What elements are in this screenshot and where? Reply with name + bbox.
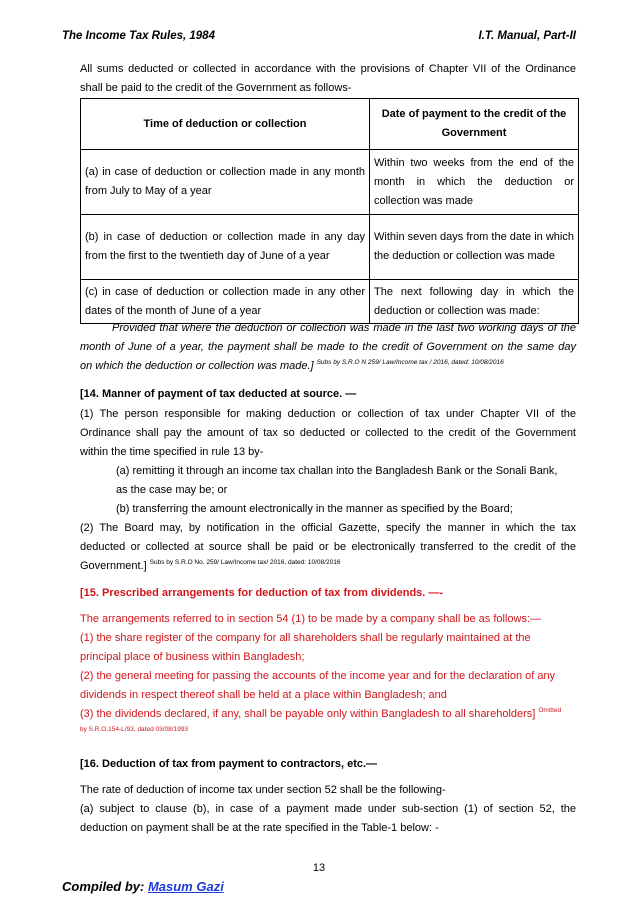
rule-14-clause-b: (b) transferring the amount electronically in the manner as specified by the Board; bbox=[116, 503, 513, 515]
rule-15-line6-text: (3) the dividends declared, if any, shall be payable only within Bangladesh to all shareholders] bbox=[80, 708, 536, 720]
rule-15-omitted-source: by S.R.O.154-L/93, dated 03/08/1993 bbox=[80, 726, 189, 733]
rule-14-p1-line3: within the time specified in rule 13 by- bbox=[80, 446, 264, 458]
rule-15-omitted-note: Omitted bbox=[538, 707, 562, 714]
rule-14-p2-line3 bbox=[80, 557, 576, 576]
proviso-line-1: Provided that where the deduction or collection was made in the last two working days of the bbox=[112, 322, 576, 334]
footer-author-link[interactable]: Masum Gazi bbox=[147, 879, 224, 894]
rule-14-p2-line3-text: Government.] bbox=[80, 560, 147, 572]
footer-compiled-by bbox=[62, 879, 224, 894]
running-header bbox=[62, 30, 576, 46]
table-cell-date: The next following day in which the deduction or collection was made: bbox=[370, 280, 579, 324]
page-number: 13 bbox=[312, 862, 326, 874]
proviso-line-3-text: on which the deduction or collection was made.] bbox=[80, 360, 314, 372]
table-row bbox=[81, 215, 579, 280]
intro-line-2: shall be paid to the credit of the Government as follows- bbox=[80, 82, 352, 94]
intro-line-1: All sums deducted or collected in accordance with the provisions of Chapter VII of the Ordinance bbox=[80, 63, 576, 75]
footer-label: Compiled by: bbox=[62, 879, 148, 894]
table-header-date-line1: Date of payment to the credit of the bbox=[381, 108, 567, 120]
table-cell-date: Within seven days from the date in which the deduction or collection was made bbox=[370, 215, 579, 280]
rule-15-line3: principal place of business within Bangladesh; bbox=[80, 651, 305, 663]
rule-15-line5: dividends in respect thereof shall be held at a place within Bangladesh; and bbox=[80, 689, 447, 701]
rule-15-line6 bbox=[80, 705, 600, 724]
rule-15-line1: The arrangements referred to in section 54 (1) to be made by a company shall be as follows:— bbox=[80, 613, 542, 625]
proviso-line-3 bbox=[80, 357, 576, 376]
payment-schedule-table bbox=[80, 98, 579, 324]
rule-14-amendment-note: Subs by S.R.O No. 259/ Law/Income tax/ 2016, dated: 10/08/2016 bbox=[149, 559, 341, 566]
table-cell-date: Within two weeks from the end of the month in which the deduction or collection was made bbox=[370, 150, 579, 215]
rule-14-p1-line2: Ordinance shall pay the amount of tax so deducted or collected to the credit of the Government bbox=[80, 427, 576, 439]
rule-14-p2-line1: (2) The Board may, by notification in the official Gazette, specify the manner in which the tax bbox=[80, 522, 576, 534]
rule-14-clause-a-line1: (a) remitting it through an income tax challan into the Bangladesh Bank or the Sonali Bank, bbox=[116, 465, 558, 477]
table-cell-time: (c) in case of deduction or collection made in any other dates of the month of June of a year bbox=[81, 280, 370, 324]
proviso-amendment-note: Subs by S.R.O N 259/ Law/Income tax / 2016, dated: 10/08/2016 bbox=[316, 359, 504, 366]
table-row bbox=[81, 150, 579, 215]
table-header-date bbox=[370, 99, 579, 150]
rule-15-line2: (1) the share register of the company for all shareholders shall be regularly maintained at the bbox=[80, 632, 531, 644]
rule-14-heading: [14. Manner of payment of tax deducted at source. — bbox=[80, 388, 357, 400]
rule-14-p1-line1: (1) The person responsible for making deduction or collection of tax under Chapter VII of the bbox=[80, 408, 576, 420]
header-title: The Income Tax Rules, 1984 bbox=[62, 30, 215, 42]
rule-16-line2: (a) subject to clause (b), in case of a payment made under sub-section (1) of section 52, the bbox=[80, 803, 576, 815]
table-row bbox=[81, 280, 579, 324]
table-cell-time: (a) in case of deduction or collection made in any month from July to May of a year bbox=[81, 150, 370, 215]
rule-16-line3: deduction on payment shall be at the rate specified in the Table-1 below: - bbox=[80, 822, 439, 834]
header-manual: I.T. Manual, Part-II bbox=[478, 30, 576, 42]
table-header-time: Time of deduction or collection bbox=[81, 99, 370, 150]
rule-15-line4: (2) the general meeting for passing the accounts of the income year and for the declaration of any bbox=[80, 670, 556, 682]
rule-16-heading: [16. Deduction of tax from payment to contractors, etc.— bbox=[80, 758, 378, 770]
rule-14-clause-a-line2: as the case may be; or bbox=[116, 484, 228, 496]
rule-15-heading: [15. Prescribed arrangements for deduction of tax from dividends. —- bbox=[80, 587, 444, 599]
table-header-row bbox=[81, 99, 579, 150]
table-header-date-line2: Government bbox=[441, 127, 507, 139]
rule-14-p2-line2: deducted or collected at source shall be paid or be electronically transferred to the credit of the bbox=[80, 541, 576, 553]
rule-16-line1: The rate of deduction of income tax under section 52 shall be the following- bbox=[80, 784, 446, 796]
proviso-line-2: month of June of a year, the payment shall be made to the credit of Government on the same day bbox=[80, 341, 576, 353]
table-cell-time: (b) in case of deduction or collection made in any day from the first to the twentieth day of June of a year bbox=[81, 215, 370, 280]
